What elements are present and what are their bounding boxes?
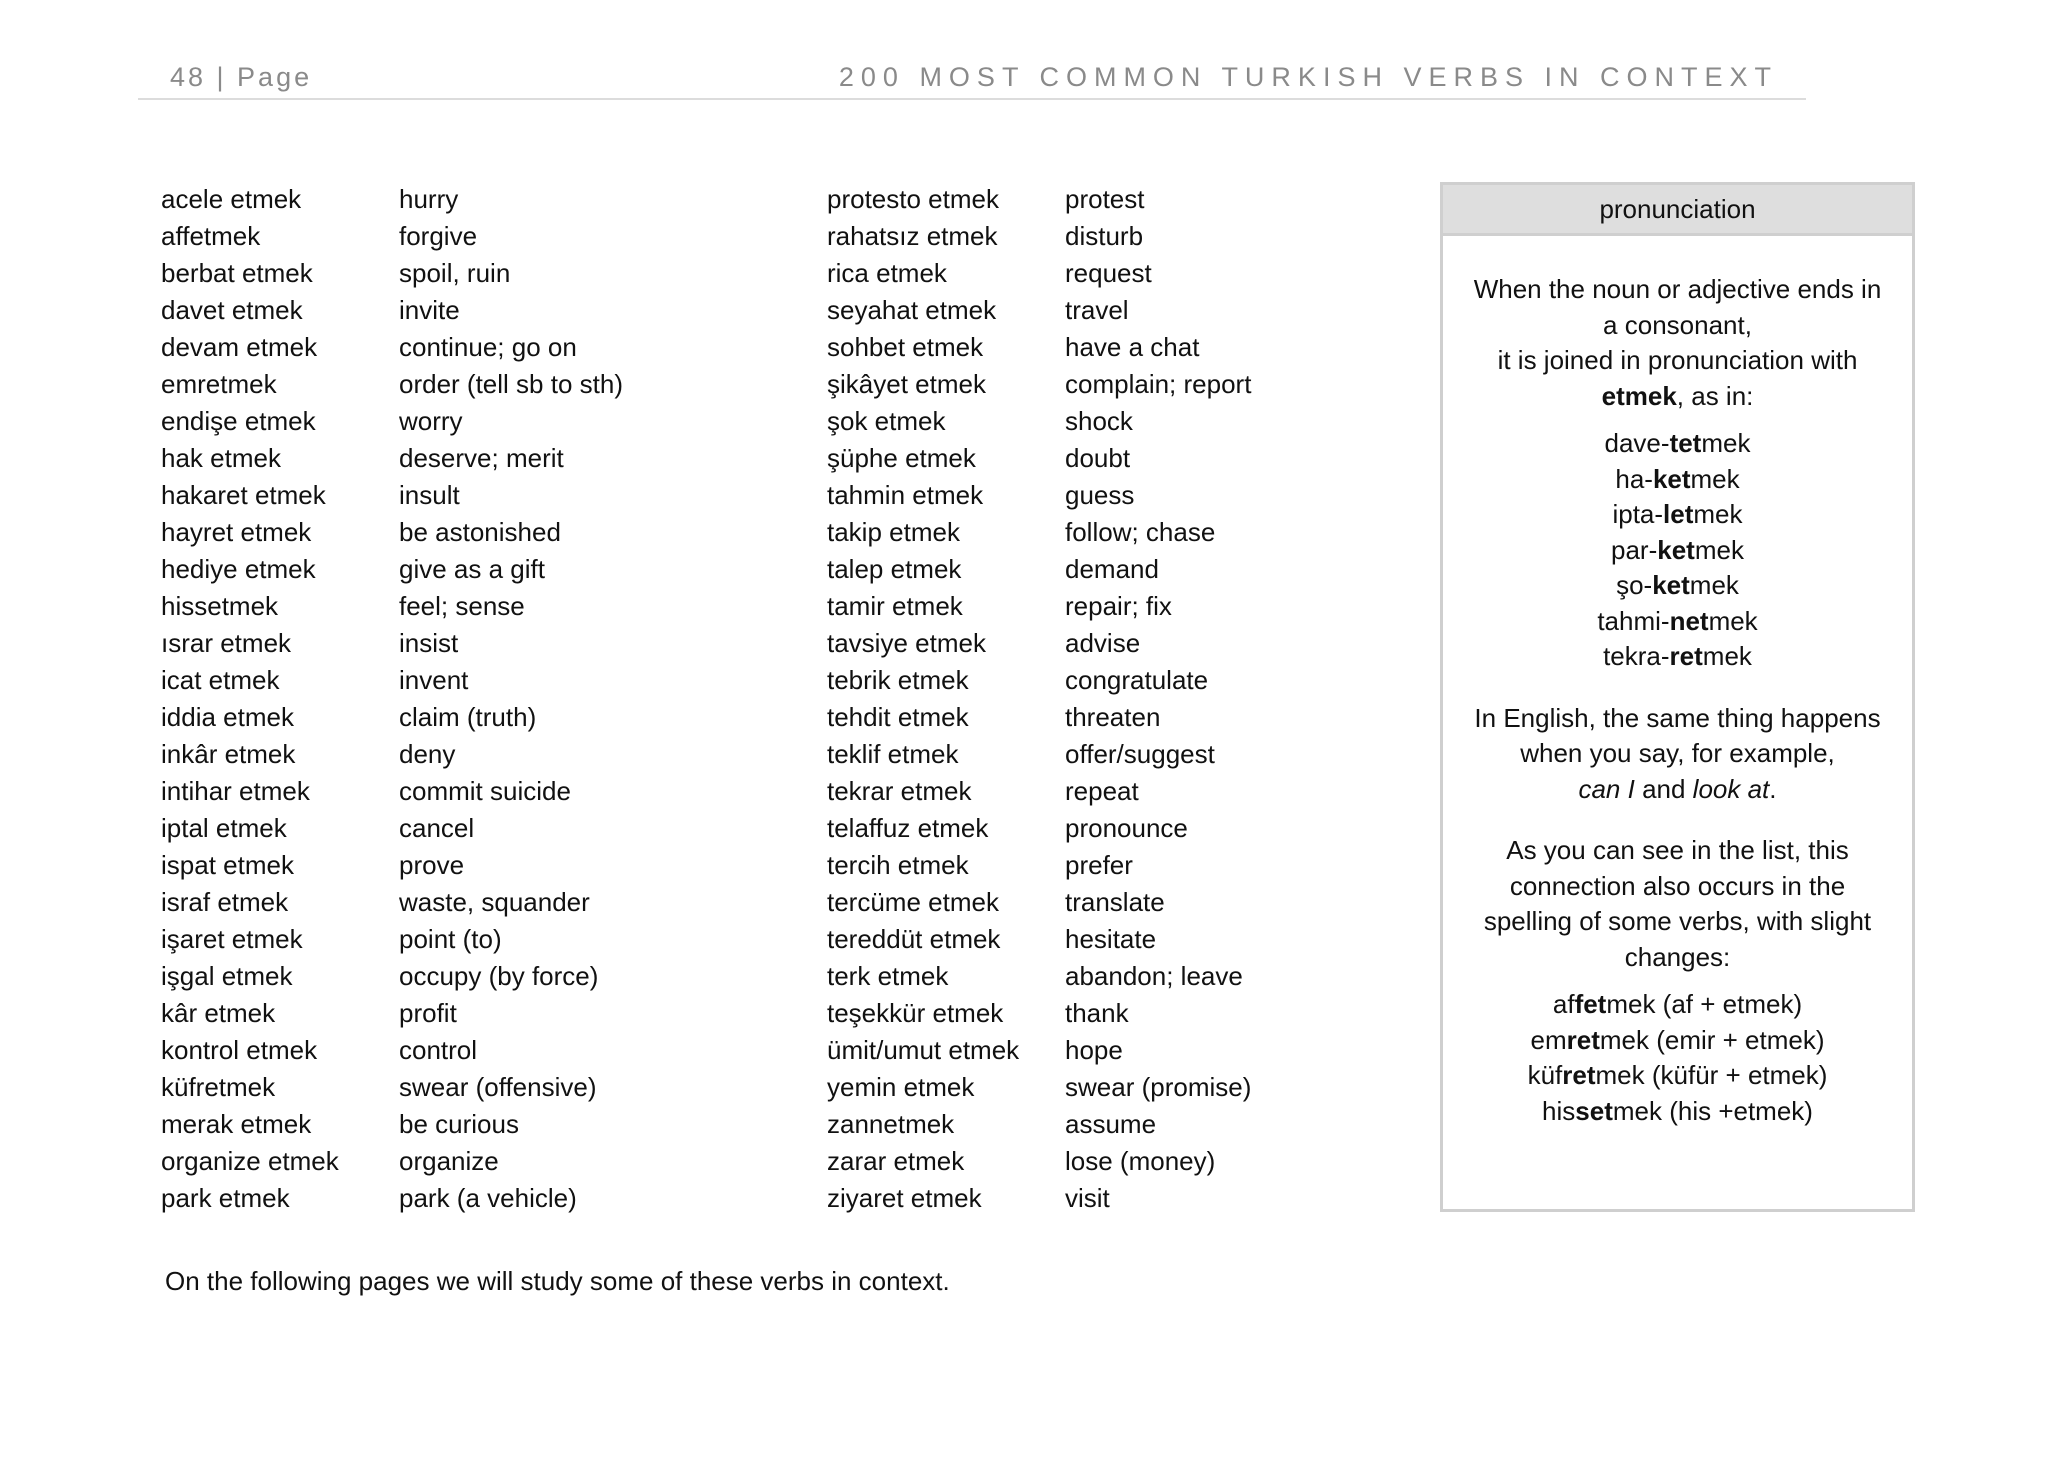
spelling-note-line: As you can see in the list, this <box>1506 835 1849 865</box>
vocab-row <box>161 995 699 1032</box>
english-note-line: when you say, for example, <box>1520 738 1835 768</box>
vocab-row <box>827 847 1365 884</box>
english-meaning: spoil, ruin <box>399 258 511 288</box>
turkish-verb: teşekkür etmek <box>827 998 1004 1028</box>
vocab-row <box>827 255 1365 292</box>
turkish-verb: devam etmek <box>161 332 318 362</box>
vocab-row <box>827 921 1365 958</box>
english-meaning: deserve; merit <box>399 443 564 473</box>
english-meaning: control <box>399 1035 478 1065</box>
vocab-row <box>161 921 699 958</box>
vocab-row <box>161 551 699 588</box>
vocab-row <box>827 1143 1365 1180</box>
spelling-example: affetmek (af + etmek) <box>1552 989 1803 1019</box>
turkish-verb: tebrik etmek <box>827 665 969 695</box>
vocab-row <box>161 662 699 699</box>
turkish-verb: kontrol etmek <box>161 1035 318 1065</box>
vocab-table-left <box>161 181 699 1217</box>
turkish-verb: zannetmek <box>827 1109 955 1139</box>
turkish-verb: endişe etmek <box>161 406 316 436</box>
pronunciation-box-title: pronunciation <box>1443 185 1912 236</box>
english-meaning: shock <box>1065 406 1133 436</box>
vocab-row <box>161 477 699 514</box>
vocab-row <box>161 1143 699 1180</box>
turkish-verb: rahatsız etmek <box>827 221 998 251</box>
turkish-verb: affetmek <box>161 221 261 251</box>
english-meaning: prove <box>399 850 465 880</box>
turkish-verb: tavsiye etmek <box>827 628 986 658</box>
turkish-verb: ziyaret etmek <box>827 1183 982 1213</box>
spelling-example: küfretmek (küfür + etmek) <box>1527 1060 1828 1090</box>
english-meaning: demand <box>1065 554 1159 584</box>
vocab-row <box>827 1032 1365 1069</box>
turkish-verb: israf etmek <box>161 887 289 917</box>
vocab-row <box>827 440 1365 477</box>
vocab-row <box>827 551 1365 588</box>
vocab-row <box>161 403 699 440</box>
turkish-verb: ümit/umut etmek <box>827 1035 1020 1065</box>
english-meaning: prefer <box>1065 850 1133 880</box>
vocab-row <box>827 736 1365 773</box>
vocab-row <box>161 773 699 810</box>
english-meaning: pronounce <box>1065 813 1188 843</box>
turkish-verb: tercüme etmek <box>827 887 999 917</box>
english-meaning: repeat <box>1065 776 1139 806</box>
turkish-verb: küfretmek <box>161 1072 276 1102</box>
english-note-line: In English, the same thing happens <box>1474 702 1881 733</box>
english-meaning: insult <box>399 480 460 510</box>
turkish-verb: intihar etmek <box>161 776 310 806</box>
english-meaning: translate <box>1065 887 1165 917</box>
english-meaning: point (to) <box>399 924 502 954</box>
vocab-row <box>827 477 1365 514</box>
english-meaning: claim (truth) <box>399 702 537 732</box>
vocab-row <box>827 218 1365 255</box>
turkish-verb: protesto etmek <box>827 184 999 214</box>
vocab-row <box>827 181 1365 218</box>
vocab-row <box>827 1106 1365 1143</box>
turkish-verb: seyahat etmek <box>827 295 997 325</box>
turkish-verb: şüphe etmek <box>827 443 976 473</box>
english-meaning: doubt <box>1065 443 1131 473</box>
english-meaning: commit suicide <box>399 776 571 806</box>
english-meaning: guess <box>1065 480 1135 510</box>
spelling-note-line: changes: <box>1624 941 1731 972</box>
english-meaning: forgive <box>399 221 478 251</box>
vocab-row <box>161 958 699 995</box>
vocab-row <box>161 1032 699 1069</box>
turkish-verb: şok etmek <box>827 406 946 436</box>
english-meaning: continue; go on <box>399 332 577 362</box>
english-meaning: visit <box>1065 1183 1110 1213</box>
pronunciation-example: ipta-letmek <box>1612 499 1743 529</box>
vocab-row <box>161 440 699 477</box>
english-meaning: complain; report <box>1065 369 1252 399</box>
turkish-verb: ispat etmek <box>161 850 294 880</box>
english-meaning: follow; chase <box>1065 517 1216 547</box>
pronunciation-example: ha-ketmek <box>1615 463 1740 494</box>
vocab-row <box>161 810 699 847</box>
english-meaning: have a chat <box>1065 332 1200 362</box>
vocab-row <box>161 514 699 551</box>
turkish-verb: şikâyet etmek <box>827 369 986 399</box>
pronunciation-example: par-ketmek <box>1611 534 1744 565</box>
vocab-row <box>827 403 1365 440</box>
turkish-verb: teklif etmek <box>827 739 959 769</box>
english-meaning: disturb <box>1065 221 1144 251</box>
vocab-row <box>827 995 1365 1032</box>
english-meaning: swear (promise) <box>1065 1072 1252 1102</box>
pronunciation-box-body <box>1443 236 1912 1129</box>
english-meaning: congratulate <box>1065 665 1209 695</box>
english-meaning: threaten <box>1065 702 1161 732</box>
turkish-verb: terk etmek <box>827 961 949 991</box>
vocab-row <box>161 329 699 366</box>
vocab-row <box>827 1180 1365 1217</box>
english-meaning: abandon; leave <box>1065 961 1243 991</box>
vocab-row <box>827 810 1365 847</box>
turkish-verb: hak etmek <box>161 443 281 473</box>
english-meaning: advise <box>1065 628 1141 658</box>
intro-line: a consonant, <box>1603 309 1752 340</box>
english-meaning: be astonished <box>399 517 561 547</box>
book-title: 200 MOST COMMON TURKISH VERBS IN CONTEXT <box>838 62 1778 92</box>
pronunciation-example: tekra-retmek <box>1603 641 1752 671</box>
vocab-row <box>827 662 1365 699</box>
turkish-verb: merak etmek <box>161 1109 312 1139</box>
pronunciation-example: tahmi-netmek <box>1597 605 1758 636</box>
english-meaning: waste, squander <box>399 887 590 917</box>
vocab-row <box>161 736 699 773</box>
vocab-row <box>827 329 1365 366</box>
turkish-verb: iddia etmek <box>161 702 294 732</box>
turkish-verb: işgal etmek <box>161 961 293 991</box>
turkish-verb: organize etmek <box>161 1146 339 1176</box>
vocab-row <box>827 366 1365 403</box>
turkish-verb: ısrar etmek <box>161 628 292 658</box>
pronunciation-examples <box>1457 426 1898 675</box>
vocab-row <box>827 588 1365 625</box>
english-meaning: hurry <box>399 184 459 214</box>
english-meaning: give as a gift <box>399 554 545 584</box>
turkish-verb: tahmin etmek <box>827 480 984 510</box>
spelling-examples <box>1457 987 1898 1129</box>
turkish-verb: davet etmek <box>161 295 303 325</box>
pronunciation-example: şo-ketmek <box>1616 570 1739 600</box>
english-meaning: deny <box>399 739 456 769</box>
vocab-row <box>827 958 1365 995</box>
vocab-row <box>161 625 699 662</box>
turkish-verb: kâr etmek <box>161 998 276 1028</box>
english-meaning: be curious <box>399 1109 519 1139</box>
turkish-verb: hediye etmek <box>161 554 316 584</box>
spelling-note-line: spelling of some verbs, with slight <box>1483 906 1872 936</box>
english-meaning: order (tell sb to sth) <box>399 369 623 399</box>
english-meaning: travel <box>1065 295 1129 325</box>
vocab-row <box>827 884 1365 921</box>
english-meaning: invent <box>399 665 469 695</box>
spelling-example: hissetmek (his +etmek) <box>1542 1095 1813 1126</box>
turkish-verb: sohbet etmek <box>827 332 984 362</box>
turkish-verb: hakaret etmek <box>161 480 326 510</box>
english-meaning: occupy (by force) <box>399 961 599 991</box>
turkish-verb: hayret etmek <box>161 517 312 547</box>
english-meaning: hesitate <box>1065 924 1157 954</box>
turkish-verb: hissetmek <box>161 591 279 621</box>
turkish-verb: inkâr etmek <box>161 739 296 769</box>
english-meaning: feel; sense <box>399 591 525 621</box>
vocab-row <box>161 588 699 625</box>
english-meaning: worry <box>399 406 463 436</box>
turkish-verb: tercih etmek <box>827 850 969 880</box>
spelling-example: emretmek (emir + etmek) <box>1530 1024 1825 1055</box>
vocab-row <box>827 1069 1365 1106</box>
turkish-verb: tereddüt etmek <box>827 924 1001 954</box>
vocab-row <box>827 625 1365 662</box>
turkish-verb: park etmek <box>161 1183 290 1213</box>
english-meaning: thank <box>1065 998 1129 1028</box>
turkish-verb: talep etmek <box>827 554 962 584</box>
pronunciation-box <box>1440 182 1915 1212</box>
vocab-row <box>827 699 1365 736</box>
english-meaning: swear (offensive) <box>399 1072 597 1102</box>
english-meaning: hope <box>1065 1035 1123 1065</box>
page-number: 48 | Page <box>170 62 313 92</box>
vocab-row <box>161 255 699 292</box>
english-meaning: lose (money) <box>1065 1146 1216 1176</box>
page-header <box>138 58 1806 100</box>
turkish-verb: iptal etmek <box>161 813 287 843</box>
turkish-verb: berbat etmek <box>161 258 313 288</box>
english-meaning: cancel <box>399 813 475 843</box>
vocab-row <box>161 884 699 921</box>
vocab-row <box>827 773 1365 810</box>
intro-line: etmek, as in: <box>1601 380 1754 411</box>
footer-note: On the following pages we will study some of these verbs in context. <box>165 1266 950 1296</box>
vocab-row <box>161 699 699 736</box>
turkish-verb: yemin etmek <box>827 1072 975 1102</box>
english-meaning: insist <box>399 628 459 658</box>
english-meaning: protest <box>1065 184 1145 214</box>
vocab-row <box>161 292 699 329</box>
english-meaning: offer/suggest <box>1065 739 1215 769</box>
english-note-line: can I and look at. <box>1578 773 1777 804</box>
intro-line: it is joined in pronunciation with <box>1497 345 1858 375</box>
english-meaning: request <box>1065 258 1152 288</box>
spelling-note-line: connection also occurs in the <box>1509 870 1846 901</box>
turkish-verb: işaret etmek <box>161 924 303 954</box>
turkish-verb: acele etmek <box>161 184 302 214</box>
turkish-verb: icat etmek <box>161 665 280 695</box>
english-meaning: invite <box>399 295 460 325</box>
vocab-row <box>161 847 699 884</box>
vocab-row <box>827 292 1365 329</box>
pronunciation-example: dave-tetmek <box>1604 428 1751 458</box>
vocab-row <box>827 514 1365 551</box>
turkish-verb: tamir etmek <box>827 591 963 621</box>
turkish-verb: tehdit etmek <box>827 702 969 732</box>
turkish-verb: tekrar etmek <box>827 776 972 806</box>
vocab-row <box>161 181 699 218</box>
vocab-row <box>161 366 699 403</box>
english-meaning: assume <box>1065 1109 1157 1139</box>
vocab-row <box>161 1069 699 1106</box>
vocab-table-right <box>827 181 1365 1217</box>
turkish-verb: zarar etmek <box>827 1146 965 1176</box>
vocab-row <box>161 218 699 255</box>
turkish-verb: takip etmek <box>827 517 960 547</box>
vocab-row <box>161 1180 699 1217</box>
vocab-row <box>161 1106 699 1143</box>
intro-line: When the noun or adjective ends in <box>1473 274 1882 304</box>
english-meaning: repair; fix <box>1065 591 1172 621</box>
english-meaning: park (a vehicle) <box>399 1183 577 1213</box>
turkish-verb: telaffuz etmek <box>827 813 989 843</box>
english-meaning: organize <box>399 1146 499 1176</box>
turkish-verb: emretmek <box>161 369 277 399</box>
english-meaning: profit <box>399 998 457 1028</box>
turkish-verb: rica etmek <box>827 258 947 288</box>
